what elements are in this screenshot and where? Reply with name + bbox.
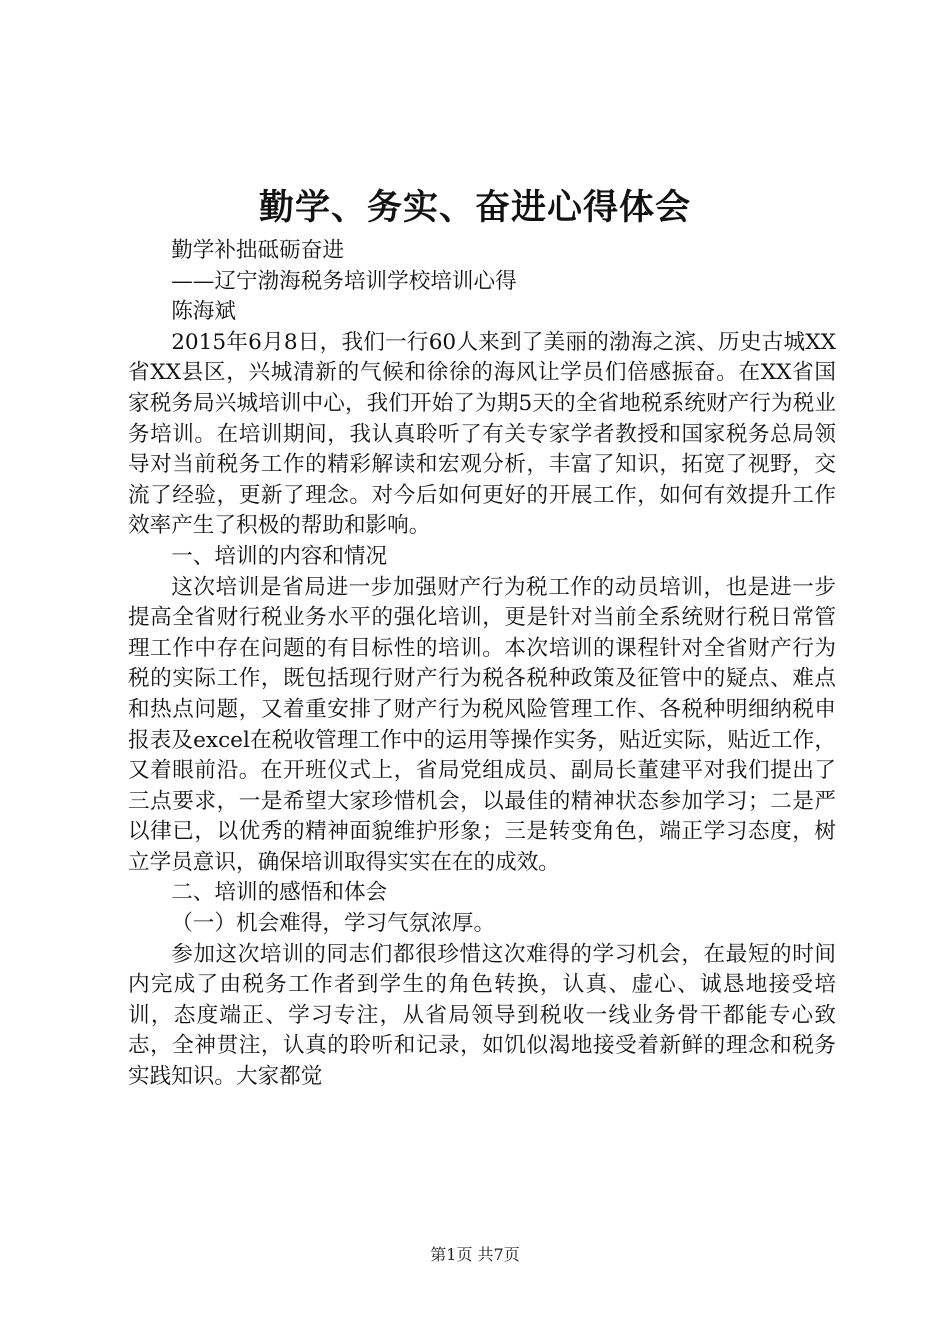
author-line: 陈海斌 [171, 299, 236, 325]
paragraph: 这次培训是省局进一步加强财产行为税工作的动员培训，也是进一步提高全省财行税业务水平的强化培训，更是针对当前全系统财行税日常管理工作中存在问题的有目标性的培训。本次培训的课程针对全省财产行为税的实际工作，既包括现行财产行为税各税种政策及征管中的疑点、难点和热点问题，又着重安排了财产行为税风险管理工作、各税种明细纳税申报表及excel在税收管理工作中的运用等操作实务，贴近实际，贴近工作，又着眼前沿。在开班仪式上，省局党组成员、副局长董建平对我们提出了三点要求，一是希望大家珍惜机会，以最佳的精神状态参加学习；二是严以律已，以优秀的精神面貌维护形象；三是转变角色，端正学习态度，树立学员意识，确保培训取得实实在在的成效。 [128, 574, 836, 875]
subtitle-line: 勤学补拙砥砺奋进 [171, 238, 344, 263]
paragraph: 2015年6月8日，我们一行60人来到了美丽的渤海之滨、历史古城XX省XX县区，兴城清新的气候和徐徐的海风让学员们倍感振奋。在XX省国家税务局兴城培训中心，我们开始了为期5天的全省地税系统财产行为税业务培训。在培训期间，我认真聆听了有关专家学者教授和国家税务总局领导对当前税务工作的精彩解读和宏观分析，丰富了知识，拓宽了视野，交流了经验，更新了理念。对今后如何更好的开展工作，如何有效提升工作效率产生了积极的帮助和影响。 [128, 329, 836, 539]
document-title: 勤学、务实、奋进心得体会 [258, 188, 691, 228]
document-body [128, 236, 836, 1093]
section-heading: 二、培训的感悟和体会 [171, 880, 388, 906]
subsection-heading: （一）机会难得，学习气氛浓厚。 [171, 911, 496, 937]
subtitle-line: ——辽宁渤海税务培训学校培训心得 [171, 268, 517, 294]
section-heading: 一、培训的内容和情况 [171, 543, 388, 569]
paragraph: 参加这次培训的同志们都很珍惜这次难得的学习机会，在最短的时间内完成了由税务工作者到学生的角色转换，认真、虚心、诚恳地接受培训，态度端正、学习专注，从省局领导到税收一线业务骨干都能专心致志，全神贯注，认真的聆听和记录，如饥似渴地接受着新鲜的理念和税务实践知识。大家都觉 [128, 941, 836, 1090]
page-footer: 第1页 共7页 [430, 1245, 520, 1264]
